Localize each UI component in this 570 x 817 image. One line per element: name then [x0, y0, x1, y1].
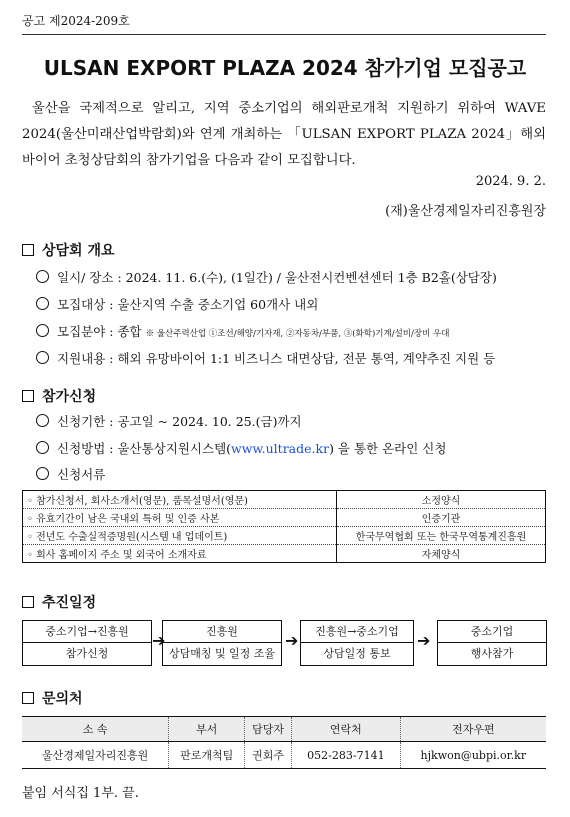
circle-bullet-icon [36, 297, 49, 310]
square-bullet-icon [22, 390, 34, 402]
square-bullet-icon [22, 244, 34, 256]
table-row: ◦ 유효기간이 남은 국내외 특허 및 인증 사본 인증기관 [23, 509, 546, 527]
documents-table [22, 490, 546, 563]
notice-number: 공고 제2024-209호 [22, 14, 130, 28]
contact-table [22, 716, 546, 769]
issuing-organization: (재)울산경제일자리진흥원장 [385, 204, 546, 219]
arrow-right-icon: ➔ [152, 631, 166, 650]
table-row: ◦ 전년도 수출실적증명원(시스템 내 업데이트) 한국무역협회 또는 한국무역통계진흥원 [23, 527, 546, 545]
overview-item-target: 모집대상 : 울산지역 수출 중소기업 60개사 내외 [36, 295, 318, 313]
section-overview-title: 상담회 개요 [22, 240, 115, 260]
section-application-title: 참가신청 [22, 386, 96, 406]
intro-paragraph: 울산을 국제적으로 알리고, 지역 중소기업의 해외판로개척 지원하기 위하여 WAVE 2024(울산미래산업박람회)와 연계 개최하는 「ULSAN EXPORT PLAZA 2024」해외바이어 초청상담회의 참가기업을 다음과 같이 모집합니다. [22, 101, 546, 168]
flow-step-notice: 진흥원→중소기업 상담일정 통보 [300, 620, 414, 666]
table-row: ◦ 참가신청서, 회사소개서(영문), 품목설명서(영문) 소정양식 [23, 491, 546, 509]
circle-bullet-icon [36, 270, 49, 283]
flow-step-participate: 중소기업 행사참가 [437, 620, 547, 666]
table-row: 울산경제일자리진흥원 판로개척팀 권회주 052-283-7141 hjkwon@ubpi.or.kr [22, 742, 546, 769]
contact-email[interactable]: hjkwon@ubpi.or.kr [400, 742, 546, 769]
flow-step-apply: 중소기업→진흥원 참가신청 [22, 620, 152, 666]
application-documents: 신청서류 [36, 465, 105, 483]
announcement-date: 2024. 9. 2. [475, 174, 546, 189]
circle-bullet-icon [36, 441, 49, 454]
field-note: ※ 울산주력산업 ①조선/해양/기자재, ②자동차/부품, ③(화학)기계/설비/장비 우대 [145, 329, 450, 339]
attachment-note: 붙임 서식집 1부. 끝. [22, 786, 139, 801]
table-header-row: 소 속 부서 담당자 연락처 전자우편 [22, 717, 546, 742]
ultrade-link[interactable]: www.ultrade.kr [231, 441, 330, 456]
overview-item-field: 모집분야 : 종합 ※ 울산주력산업 ①조선/해양/기자재, ②자동차/부품, ③(화학)기계/설비/장비 우대 [36, 322, 449, 340]
overview-item-schedule: 일시/ 장소 : 2024. 11. 6.(수), (1일간) / 울산전시컨벤션센터 1층 B2홀(상담장) [36, 268, 497, 286]
arrow-right-icon: ➔ [285, 631, 299, 650]
page-title: ULSAN EXPORT PLAZA 2024 참가기업 모집공고 [43, 56, 527, 80]
circle-bullet-icon [36, 324, 49, 337]
flow-step-matching: 진흥원 상담매칭 및 일정 조율 [162, 620, 282, 666]
section-schedule-title: 추진일정 [22, 592, 96, 612]
divider [22, 34, 546, 35]
overview-item-support: 지원내용 : 해외 유망바이어 1:1 비즈니스 대면상담, 전문 통역, 계약추진 지원 등 [36, 349, 495, 367]
arrow-right-icon: ➔ [417, 631, 431, 650]
application-deadline: 신청기한 : 공고일 ~ 2024. 10. 25.(금)까지 [36, 412, 302, 430]
table-row: ◦ 회사 홈페이지 주소 및 외국어 소개자료 자체양식 [23, 545, 546, 563]
section-contact-title: 문의처 [22, 688, 83, 708]
square-bullet-icon [22, 692, 34, 704]
application-method: 신청방법 : 울산통상지원시스템(www.ultrade.kr) 을 통한 온라인 신청 [36, 439, 446, 457]
circle-bullet-icon [36, 351, 49, 364]
circle-bullet-icon [36, 414, 49, 427]
circle-bullet-icon [36, 467, 49, 480]
square-bullet-icon [22, 596, 34, 608]
